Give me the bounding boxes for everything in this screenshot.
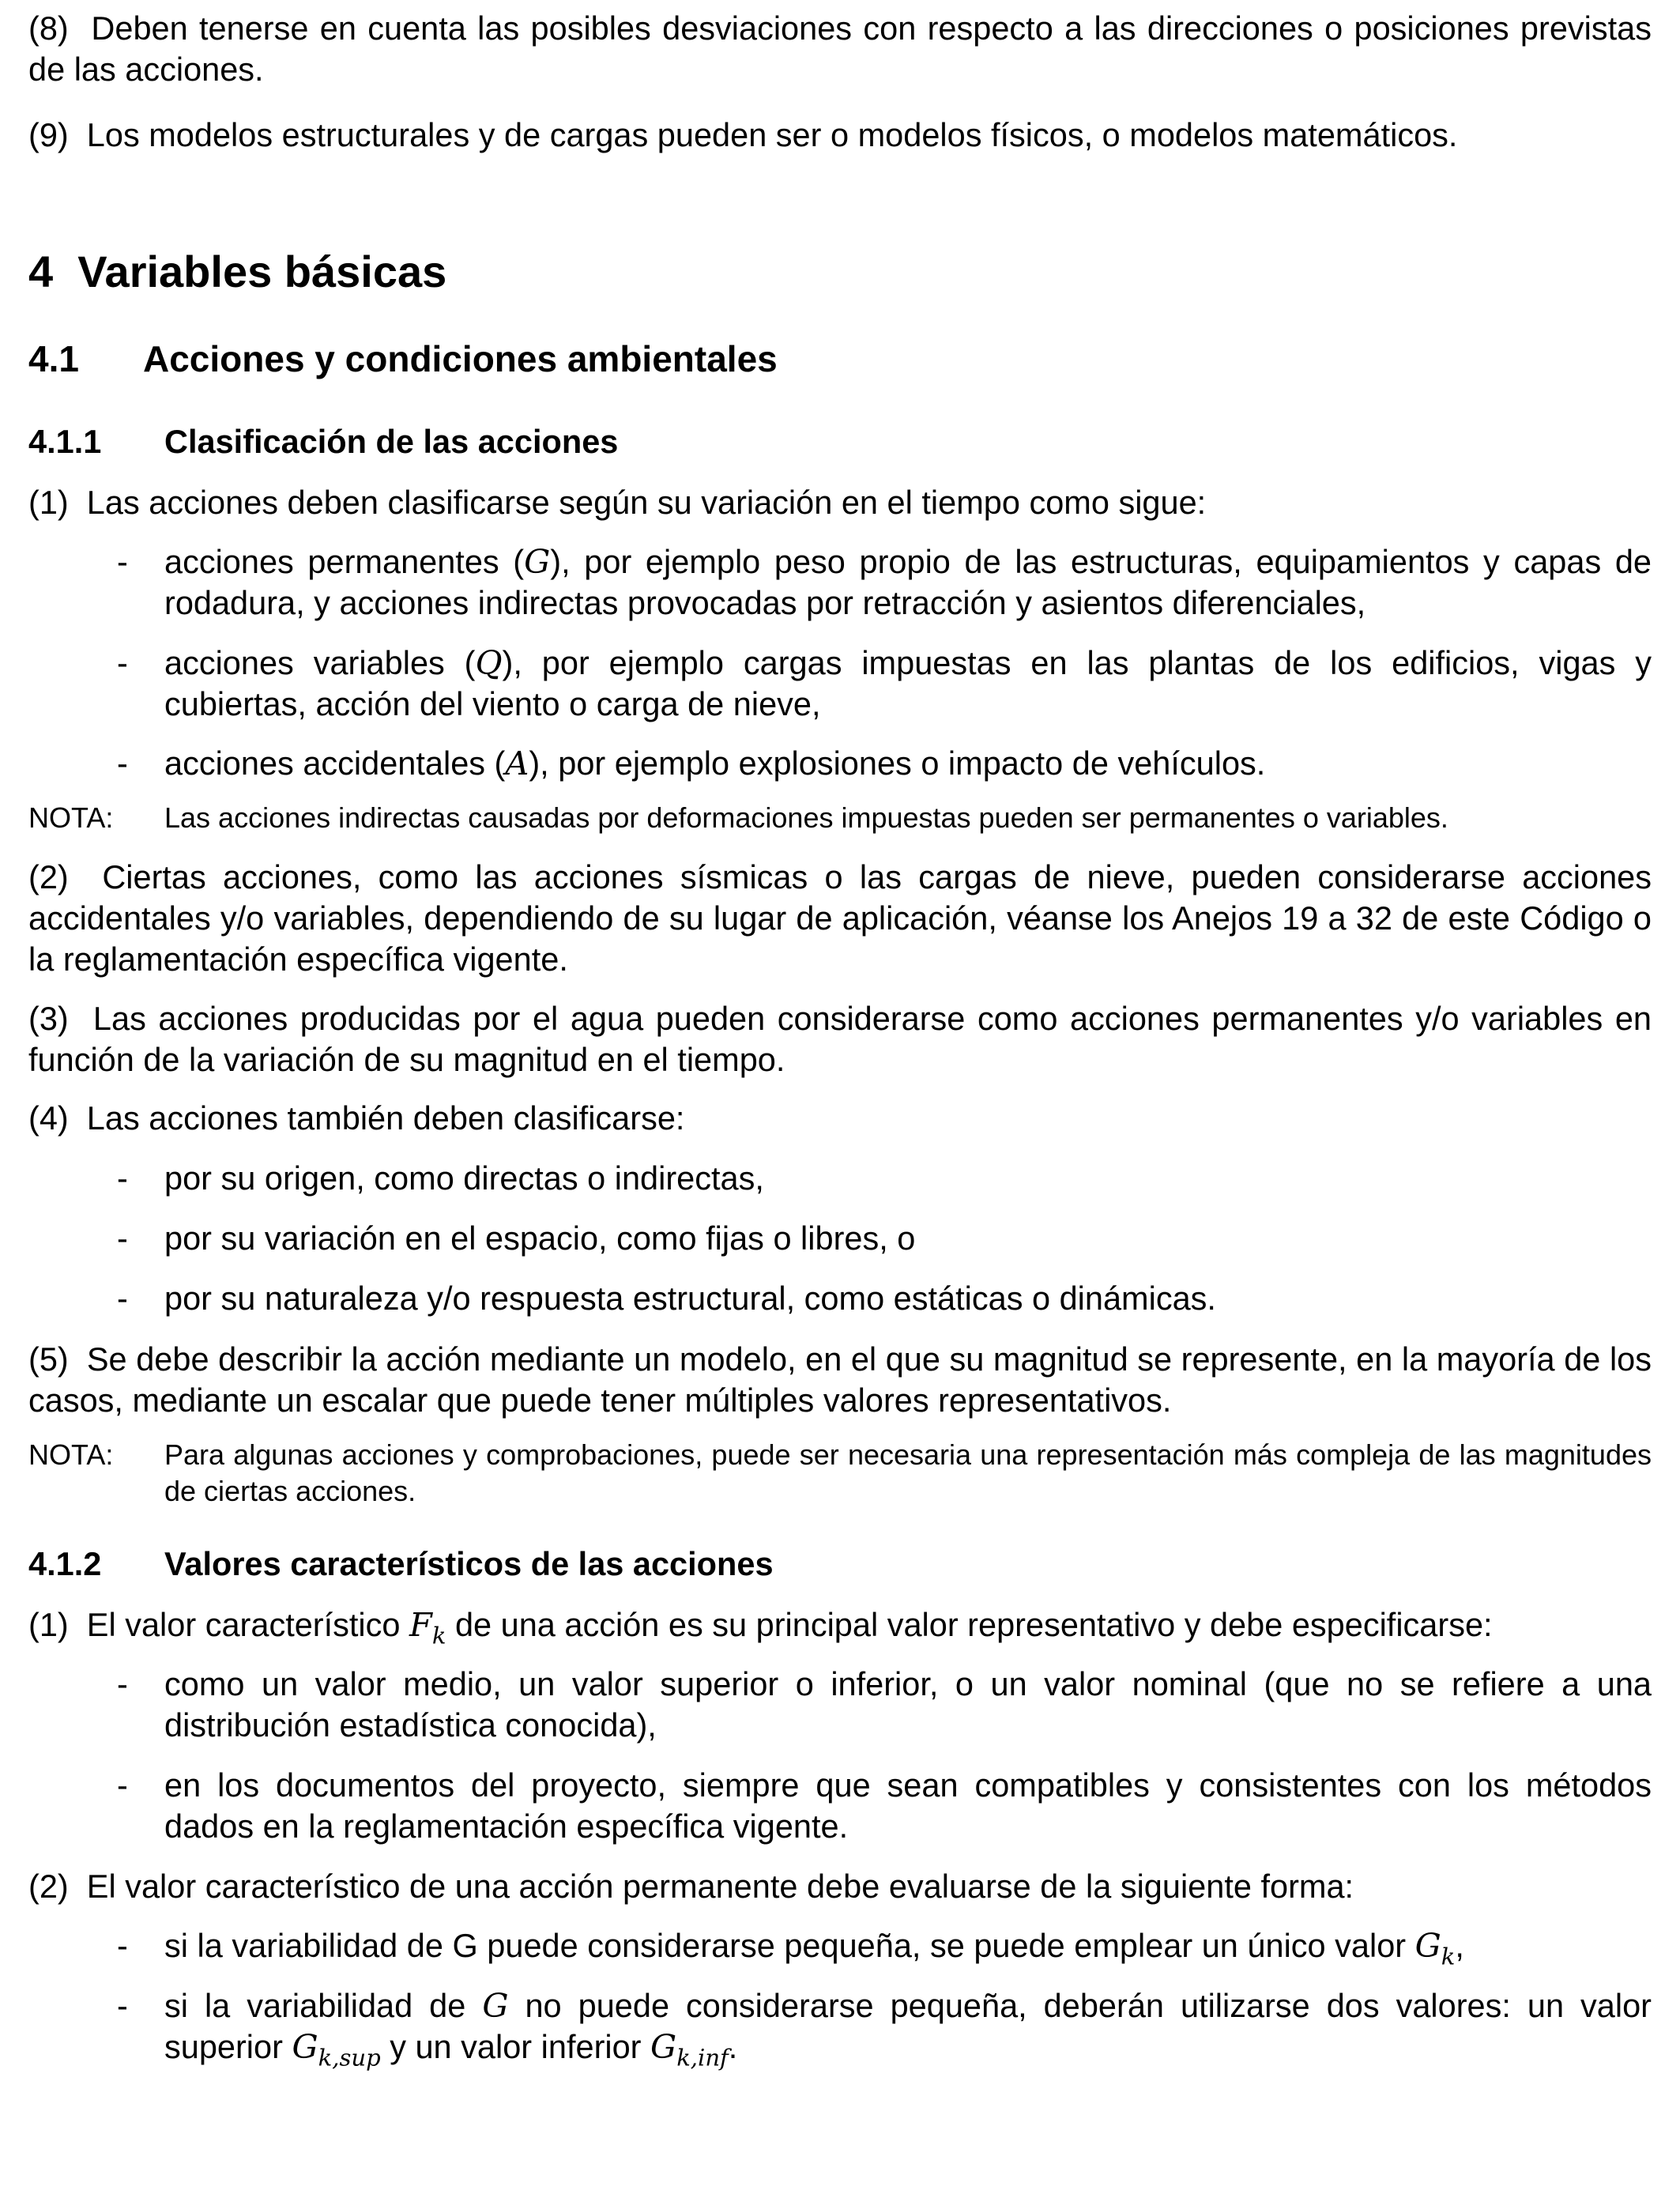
symbol-subscript: k,sup [318, 2044, 381, 2071]
paragraph-4-1-2-2 [28, 1866, 1652, 1907]
list-item [28, 1925, 1652, 1970]
bullet-dash: - [117, 1280, 128, 1317]
paragraph-number: (1) [28, 1606, 69, 1643]
text-run: acciones accidentales ( [164, 745, 506, 782]
paragraph-text: Las acciones producidas por el agua pueden considerarse como acciones permanentes y/o variables en función de la variación de su magnitud en el tiempo. [28, 1000, 1652, 1078]
text-run: si la variabilidad de [164, 1987, 483, 2024]
paragraph-number: (5) [28, 1340, 69, 1378]
section-heading-4-1-1 [28, 421, 618, 462]
paragraph-text: Ciertas acciones, como las acciones sísmicas o las cargas de nieve, pueden considerarse acciones accidentales y/o variables, dependiendo de su lugar de aplicación, véanse los Anejos 19 a 32 de este Código o la reglamentación específica vigente. [28, 858, 1652, 978]
section-heading-4-1-2 [28, 1544, 774, 1585]
paragraph-text: El valor característico de una acción permanente debe evaluarse de la siguiente forma: [86, 1868, 1354, 1905]
paragraph-text: Las acciones también deben clasificarse: [86, 1099, 685, 1137]
note-text: Las acciones indirectas causadas por deformaciones impuestas pueden ser permanentes o variables. [164, 801, 1448, 834]
symbol-gk [1414, 1926, 1456, 1970]
symbol-base: G [1414, 1926, 1441, 1965]
symbol-f [409, 1605, 446, 1649]
list-item [28, 1664, 1652, 1746]
paragraph-text: Las acciones deben clasificarse según su variación en el tiempo como sigue: [86, 484, 1207, 521]
bullet-dash: - [117, 1927, 128, 1964]
symbol-q: Q [475, 643, 503, 682]
bullet-dash: - [117, 1220, 128, 1257]
paragraph-9 [28, 115, 1652, 156]
text-run: El valor característico [86, 1606, 410, 1643]
bullet-dash: - [117, 745, 128, 782]
paragraph-number: (2) [28, 1868, 69, 1905]
bullet-dash: - [117, 1766, 128, 1804]
text-run: acciones permanentes ( [164, 543, 525, 580]
list-item [28, 643, 1652, 725]
heading-title: Acciones y condiciones ambientales [143, 338, 778, 379]
paragraph-number: (9) [28, 116, 69, 153]
list-item-text [164, 541, 1652, 624]
list-item-text [164, 1985, 1652, 2071]
list-item-text [164, 643, 1652, 725]
bullet-dash: - [117, 644, 128, 681]
list-item [28, 743, 1652, 784]
paragraph-text: Los modelos estructurales y de cargas pueden ser o modelos físicos, o modelos matemáticos. [86, 116, 1458, 153]
symbol-gk-inf [650, 2027, 729, 2071]
heading-title: Valores característicos de las acciones [164, 1545, 774, 1582]
paragraph-number: (3) [28, 1000, 69, 1037]
list-item [28, 1765, 1652, 1847]
text-run: y un valor inferior [380, 2028, 651, 2065]
list-item-text: por su naturaleza y/o respuesta estructural, como estáticas o dinámicas. [164, 1280, 1216, 1317]
list-item [28, 541, 1652, 624]
text-run: ), por ejemplo peso propio de las estructuras, equipamientos y capas de rodadura, y acciones indirectas provocadas por retracción y asientos diferenciales, [164, 543, 1652, 621]
heading-title: Variables básicas [77, 247, 447, 296]
paragraph-4-1-1-3 [28, 998, 1652, 1080]
symbol-gk-sup [292, 2027, 381, 2071]
paragraph-text: Deben tenerse en cuenta las posibles desviaciones con respecto a las direcciones o posiciones previstas de las acciones. [28, 9, 1652, 88]
text-run: de una acción es su principal valor representativo y debe especificarse: [446, 1606, 1493, 1643]
paragraph-text: Se debe describir la acción mediante un modelo, en el que su magnitud se represente, en la mayoría de los casos, mediante un escalar que puede tener múltiples valores representativos. [28, 1340, 1652, 1419]
note-text: Para algunas acciones y comprobaciones, puede ser necesaria una representación más compleja de las magnitudes de ciertas acciones. [164, 1438, 1652, 1507]
heading-number: 4.1.1 [28, 423, 102, 460]
note-1 [28, 800, 1652, 836]
text-run: ), por ejemplo cargas impuestas en las plantas de los edificios, vigas y cubiertas, acción del viento o carga de nieve, [164, 644, 1652, 722]
symbol-subscript: k,inf [676, 2044, 729, 2071]
list-item-text: en los documentos del proyecto, siempre que sean compatibles y consistentes con los métodos dados en la reglamentación específica vigente. [164, 1766, 1652, 1845]
list-item-text: por su origen, como directas o indirectas, [164, 1159, 764, 1197]
symbol-base: F [409, 1605, 432, 1644]
list-item [28, 1985, 1652, 2071]
paragraph-4-1-1-2 [28, 857, 1652, 980]
bullet-dash: - [117, 1665, 128, 1702]
symbol-base: G [292, 2027, 318, 2066]
list-item-text [164, 743, 1652, 784]
paragraph-number: (2) [28, 858, 69, 895]
section-heading-4 [28, 247, 446, 297]
bullet-dash: - [117, 1987, 128, 2024]
text-run: acciones variables ( [164, 644, 476, 681]
paragraph-4-1-2-1 [28, 1604, 1652, 1649]
list-item-text: como un valor medio, un valor superior o inferior, o un valor nominal (que no se refiere a una distribución estadística conocida), [164, 1665, 1652, 1744]
symbol-g: G [524, 542, 551, 581]
symbol-g: G [482, 1986, 509, 2025]
bullet-dash: - [117, 543, 128, 580]
paragraph-8 [28, 8, 1652, 90]
paragraph-4-1-1-4 [28, 1098, 1652, 1139]
symbol-subscript: k [1441, 1943, 1456, 1970]
symbol-a: A [505, 744, 529, 782]
list-item [28, 1218, 1652, 1259]
list-item [28, 1158, 1652, 1199]
section-heading-4-1 [28, 338, 778, 379]
paragraph-number: (1) [28, 484, 69, 521]
paragraph-number: (4) [28, 1099, 69, 1137]
text-run: no puede considerarse pequeña, deberán utilizarse dos valores: un valor superior [164, 1987, 1652, 2065]
heading-number: 4 [28, 247, 54, 296]
text-run: si la variabilidad de G puede considerarse pequeña, se puede emplear un único valor [164, 1927, 1415, 1964]
paragraph-4-1-1-1 [28, 482, 1652, 523]
heading-number: 4.1 [28, 338, 79, 379]
symbol-base: G [650, 2027, 677, 2066]
list-item-text [164, 1925, 1652, 1970]
text-run: . [728, 2028, 738, 2065]
note-label: NOTA: [28, 1438, 114, 1471]
list-item-text: por su variación en el espacio, como fijas o libres, o [164, 1220, 916, 1257]
heading-number: 4.1.2 [28, 1545, 102, 1582]
symbol-subscript: k [431, 1622, 446, 1649]
paragraph-number: (8) [28, 9, 69, 47]
bullet-dash: - [117, 1159, 128, 1197]
note-2 [28, 1437, 1652, 1510]
list-item [28, 1278, 1652, 1319]
text-run: , [1455, 1927, 1464, 1964]
text-run: ), por ejemplo explosiones o impacto de vehículos. [529, 745, 1266, 782]
paragraph-4-1-1-5 [28, 1339, 1652, 1421]
note-label: NOTA: [28, 801, 114, 834]
heading-title: Clasificación de las acciones [164, 423, 619, 460]
